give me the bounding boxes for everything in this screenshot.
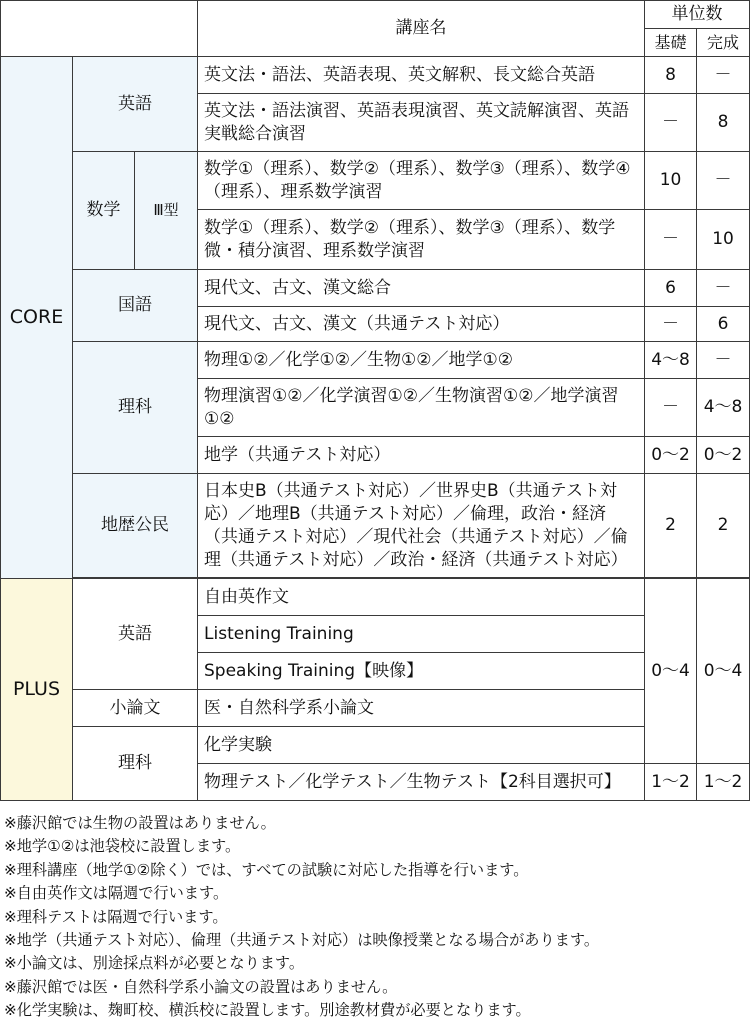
basic-units-cell: 6	[645, 270, 697, 307]
header-course-name: 講座名	[198, 1, 645, 57]
note-item: ※地学①②は池袋校に設置します。	[4, 837, 241, 856]
table-row	[1, 57, 750, 94]
note-item: ※理科テストは隔週で行います。	[4, 907, 228, 926]
course-cell: 英文法・語法、英語表現、英文解釈、長文総合英語	[198, 57, 645, 94]
note-item: ※藤沢館では生物の設置はありません。	[4, 814, 276, 832]
complete-units-cell: －	[697, 342, 750, 379]
subject-japanese: 国語	[73, 270, 198, 342]
basic-units-cell: －	[645, 307, 697, 342]
course-cell: 物理①②／化学①②／生物①②／地学①②	[198, 342, 645, 379]
table-row	[1, 342, 750, 379]
basic-units-cell: －	[645, 94, 697, 152]
header-complete: 完成	[697, 29, 750, 57]
basic-units-cell: 1～2	[645, 764, 697, 801]
basic-units-cell: 4～8	[645, 342, 697, 379]
course-cell: 現代文、古文、漢文（共通テスト対応）	[198, 307, 645, 342]
note-item: ※小論文は、別途採点料が必要となります。	[4, 954, 305, 973]
course-cell: 数学①（理系）、数学②（理系）、数学③（理系）、数学④（理系）、理系数学演習	[198, 152, 645, 210]
math-type-label: Ⅲ型	[135, 152, 198, 270]
course-cell: Listening Training	[198, 616, 645, 653]
basic-units-cell: －	[645, 379, 697, 437]
complete-units-cell: 0～2	[697, 437, 750, 474]
section-label-plus: PLUS	[1, 579, 73, 801]
course-cell: Speaking Training【映像】	[198, 653, 645, 690]
complete-units-cell: 8	[697, 94, 750, 152]
notes-list	[4, 812, 748, 1023]
subject-math: 数学	[73, 152, 135, 270]
table-row	[1, 474, 750, 578]
subject-essay: 小論文	[73, 690, 198, 727]
complete-units-cell: 1～2	[697, 764, 750, 801]
table-row	[1, 579, 750, 616]
table-row	[1, 727, 750, 764]
course-cell: 化学実験	[198, 727, 645, 764]
basic-units-cell: －	[645, 210, 697, 270]
subject-social: 地歴公民	[73, 474, 198, 578]
course-cell: 英文法・語法演習、英語表現演習、英文読解演習、英語実戦総合演習	[198, 94, 645, 152]
course-cell: 物理演習①②／化学演習①②／生物演習①②／地学演習①②	[198, 379, 645, 437]
subject-plus-english: 英語	[73, 579, 198, 690]
course-cell: 日本史B（共通テスト対応）／世界史B（共通テスト対応）／地理B（共通テスト対応）／倫理，政治・経済（共通テスト対応）／現代社会（共通テスト対応）／倫理（共通テスト対応）／政治・経済（共通テスト対応）	[198, 474, 645, 578]
header-units: 単位数	[645, 1, 750, 29]
course-cell: 物理テスト／化学テスト／生物テスト【2科目選択可】	[198, 764, 645, 801]
complete-units-cell: 4～8	[697, 379, 750, 437]
note-item: ※理科講座（地学①②除く）では、すべての試験に対応した指導を行います。	[4, 860, 529, 879]
basic-units-cell: 2	[645, 474, 697, 578]
plus-complete-units-cell: 0～4	[697, 579, 750, 764]
basic-units-cell: 0～2	[645, 437, 697, 474]
table-row	[1, 270, 750, 307]
subject-plus-science: 理科	[73, 727, 198, 801]
course-cell: 自由英作文	[198, 579, 645, 616]
course-cell: 現代文、古文、漢文総合	[198, 270, 645, 307]
complete-units-cell: 6	[697, 307, 750, 342]
header-basic: 基礎	[645, 29, 697, 57]
subject-english: 英語	[73, 57, 198, 152]
note-item: ※自由英作文は隔週で行います。	[4, 884, 229, 903]
course-cell: 数学①（理系）、数学②（理系）、数学③（理系）、数学微・積分演習、理系数学演習	[198, 210, 645, 270]
header-blank-cell	[1, 1, 198, 57]
note-item: ※藤沢館では医・自然科学系小論文の設置はありません。	[4, 977, 398, 996]
complete-units-cell: －	[697, 152, 750, 210]
basic-units-cell: 8	[645, 57, 697, 94]
note-item: ※地学（共通テスト対応）、倫理（共通テスト対応）は映像授業となる場合があります。	[4, 931, 600, 950]
subject-science: 理科	[73, 342, 198, 474]
section-label-core: CORE	[1, 57, 73, 579]
plus-basic-units-cell: 0～4	[645, 579, 697, 764]
complete-units-cell: －	[697, 57, 750, 94]
table-row	[1, 152, 750, 210]
course-cell: 地学（共通テスト対応）	[198, 437, 645, 474]
course-cell: 医・自然科学系小論文	[198, 690, 645, 727]
table-row	[1, 690, 750, 727]
note-item: ※化学実験は、麹町校、横浜校に設置します。別途教材費が必要となります。	[4, 1001, 531, 1020]
basic-units-cell: 10	[645, 152, 697, 210]
complete-units-cell: 2	[697, 474, 750, 578]
header-row	[1, 1, 750, 29]
complete-units-cell: 10	[697, 210, 750, 270]
complete-units-cell: －	[697, 270, 750, 307]
